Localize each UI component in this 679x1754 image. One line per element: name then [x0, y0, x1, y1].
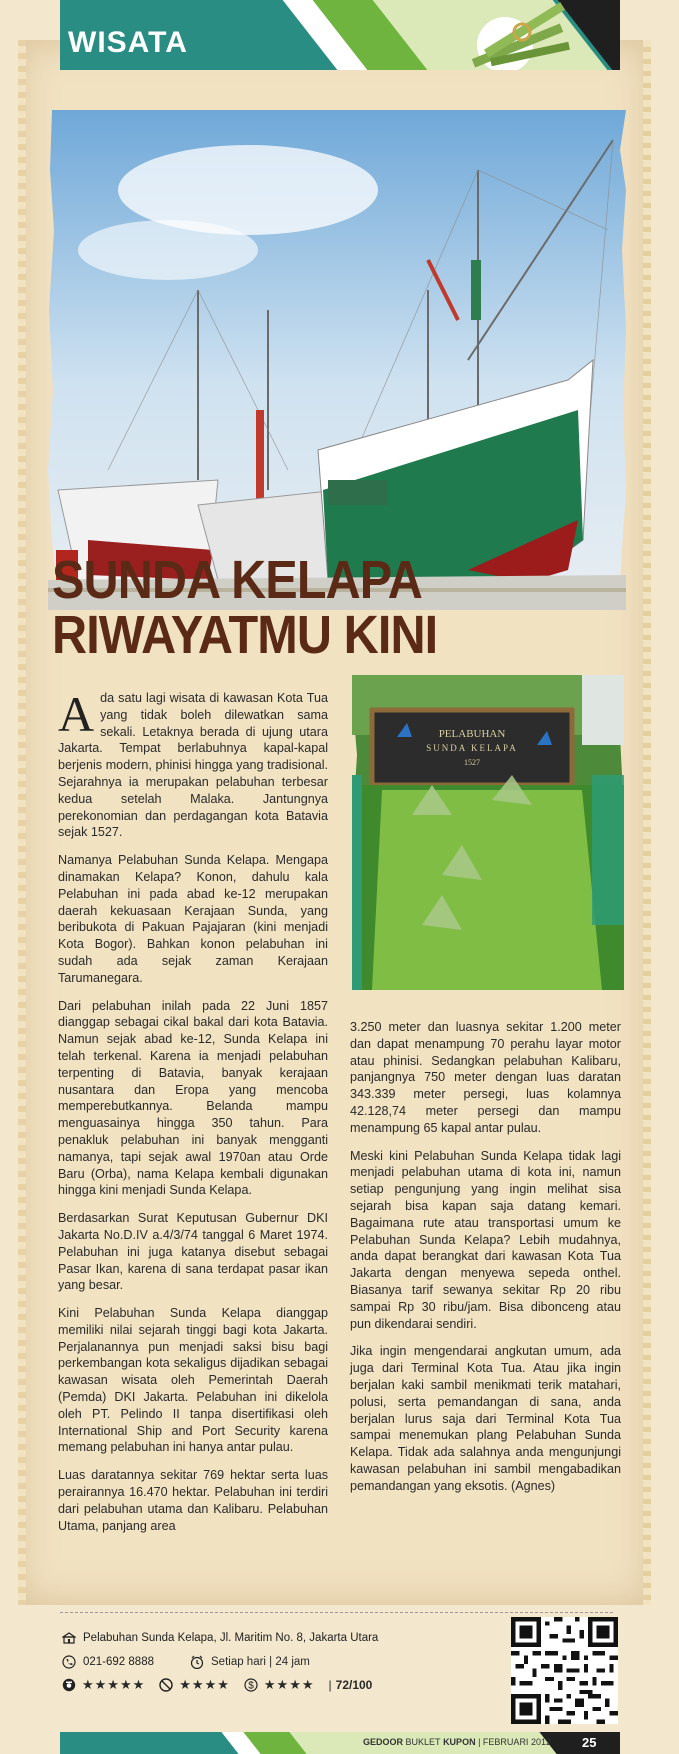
paragraph: Jika ingin mengendarai angkutan umum, ada juga dari Terminal Kota Tua. Atau jika ingin berjalan kaki sambil menikmati terik matahari, polusi, serta pemandangan di sana, anda berjalan lurus saja dari Terminal Kota Tua sampai menemukan plang Pelabuhan Sunda Kelapa. Tidak ada salahnya anda mengunjungi kawasan pelabuhan ini sambil mengabadikan pemandangan yang eksotis. (Agnes) — [350, 1344, 621, 1493]
rating-bar — [62, 1677, 372, 1693]
rating-price — [244, 1677, 315, 1693]
rating-stars: ★★★★★ — [82, 1677, 146, 1692]
svg-text:$: $ — [248, 1680, 254, 1692]
sign-text-line3: 1527 — [464, 758, 480, 767]
qr-code[interactable] — [511, 1617, 618, 1724]
footer-date: | FEBRUARI 2012 — [478, 1737, 551, 1747]
footer-publication — [363, 1737, 551, 1747]
harbor-ships-photo — [48, 110, 626, 610]
section-header — [60, 0, 620, 70]
sign-text-line1: PELABUHAN — [438, 728, 506, 740]
footer-brand: GEDOOR — [363, 1737, 404, 1747]
paragraph: Berdasarkan Surat Keputusan Gubernur DKI Jakarta No.D.IV a.4/3/74 tanggal 6 Maret 1974. Pelabuhan ini juga katanya disebut sebagai Pasar Ikan, karena di sana terdapat pasar ikan yang besar. — [58, 1211, 328, 1293]
paper-torn-edge-right — [643, 40, 651, 1605]
paragraph: Dari pelabuhan inilah pada 22 Juni 1857 dianggap sebagai cikal bakal dari kota Batavia. Namun sejak abad ke-12, Sunda Kelapa ini telah terkenal. Karena ia menjadi pelabuhan terpenting di Batavia, banyak kerajaan nusantara dan Eropa yang mencoba memperebutkannya. Belanda mampu menguasainya hingga 350 tahun. Para penakluk pelabuhan ini banyak mengganti namanya, tapi sejak awal 1970an atau Orde Baru (Orba), nama Kelapa kembali digunakan hingga kini menjadi Sunda Kelapa. — [58, 998, 328, 1198]
rating-stars: ★★★★ — [263, 1677, 315, 1692]
bamboo-illustration — [460, 0, 570, 70]
building-icon — [62, 1632, 76, 1644]
info-divider — [60, 1612, 613, 1613]
footer-brand: KUPON — [443, 1737, 476, 1747]
paragraph: 3.250 meter dan luasnya sekitar 1.200 meter dan dapat menampung 70 perahu layar motor atau phinisi. Sedangkan pelabuhan Kalibaru, panjangnya 750 meter dengan luas daratan 343.339 meter persegi, luas kolamnya 42.128,74 meter persegi dan mampu menampung 65 kapal antar pulau. — [350, 1020, 621, 1135]
page-number: 25 — [582, 1735, 597, 1750]
rating-stars: ★★★★ — [179, 1677, 230, 1692]
sign-text-line2: SUNDA KELAPA — [426, 743, 518, 753]
camera-icon — [62, 1678, 76, 1692]
article-title — [52, 550, 438, 665]
harbor-sign-photo — [352, 675, 624, 990]
drop-cap: A — [58, 686, 95, 742]
paragraph: Meski kini Pelabuhan Sunda Kelapa tidak lagi menjadi pelabuhan utama di kota ini, namun setiap pengunjung yang ingin melihat sisa sejarah bisa kapan saja datang kemari. Bagaimana rute atau transportasi umum ke Pelabuhan Sunda Kelapa? Lebih mudahnya, anda dapat berangkat dari kawasan Kota Tua Jakarta dengan menyewa sepeda onthel. Biasanya tarif sewanya sekitar Rp 20 ribu sampai Rp 30 ribu/jam. Bisa dibonceng atau pun dikendarai sendiri. — [350, 1148, 621, 1331]
phone-icon — [62, 1655, 76, 1669]
info-hours — [190, 1655, 310, 1669]
total-score: 72/100 — [335, 1678, 373, 1692]
page-footer — [60, 1732, 620, 1754]
article-column-right — [350, 1019, 621, 1506]
section-title: WISATA — [68, 26, 188, 59]
rating-attraction — [62, 1677, 145, 1693]
hours-text: Setiap hari | 24 jam — [211, 1656, 310, 1668]
rating-facility — [159, 1677, 230, 1693]
paper-torn-edge-left — [18, 40, 26, 1605]
paragraph: Luas daratannya sekitar 769 hektar serta luas perairannya 16.470 hektar. Pelabuhan ini terdiri dari pelabuhan utama dan Kalibaru. Pelabuhan Utama, panjang area — [58, 1468, 328, 1533]
clock-icon — [190, 1655, 204, 1669]
address-text: Pelabuhan Sunda Kelapa, Jl. Maritim No. 8, Jakarta Utara — [83, 1632, 379, 1644]
paragraph: Kini Pelabuhan Sunda Kelapa dianggap memiliki nilai sejarah tinggi bagi kota Jakarta. Perjalanannya pun menjadi saksi bisu bagi perkembangan kota sekaligus dijadikan sebagai kawasan wisata oleh Pemerintah Daerah (Pemda) DKI Jakarta. Pelabuhan ini dikelola oleh PT. Pelindo II tanpa disertifikasi oleh International Ship and Port Security karena memang pelabuhan ini hanya antar pulau. — [58, 1306, 328, 1455]
article-title-line2: RIWAYATMU KINI — [52, 605, 438, 665]
phone-text: 021-692 8888 — [83, 1656, 154, 1668]
article-title-line1: SUNDA KELAPA — [52, 550, 422, 610]
info-phone — [62, 1655, 154, 1669]
article-column-left — [58, 686, 328, 1545]
footer-brand: BUKLET — [405, 1737, 441, 1747]
info-address — [62, 1632, 378, 1644]
dollar-icon — [244, 1678, 258, 1692]
no-entry-icon — [159, 1678, 173, 1692]
paragraph-text: da satu lagi wisata di kawasan Kota Tua yang tidak boleh dilewatkan sama sekali. Letaknya berada di ujung utara Jakarta. Tempat berlabuhnya kapal-kapal berjenis modern, phinisi hingga yang tradisional. Sejarahnya ia merupakan pelabuhan terbesar kedua setelah Malaka. Jantungnya perekonomian dan perdagangan kota Batavia sejak 1527. — [58, 691, 328, 840]
score-separator: | — [328, 1678, 332, 1692]
paragraph — [58, 686, 328, 841]
paragraph: Namanya Pelabuhan Sunda Kelapa. Mengapa dinamakan Kelapa? Konon, dahulu kala Pelabuhan ini pada abad ke-12 merupakan daerah kekuasaan Kerajaan Sunda, yang beribukota di Pakuan Pajajaran (kini menjadi Kota Bogor). Bahkan konon pelabuhan ini sudah ada sejak zaman Kerajaan Tarumanegara. — [58, 853, 328, 985]
